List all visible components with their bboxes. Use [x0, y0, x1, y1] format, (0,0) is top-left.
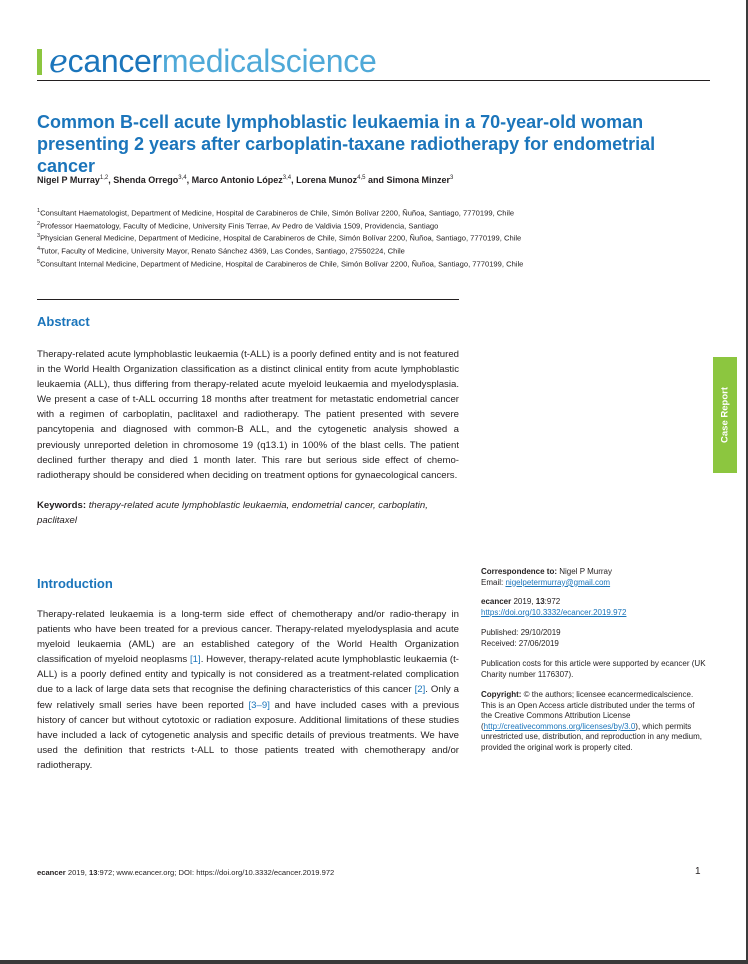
copyright-notice	[481, 690, 706, 754]
publication-costs: Publication costs for this article were supported by ecancer (UK Charity number 1176307).	[481, 659, 706, 679]
intro-text-segment: . Only a few relatively small series have been reported	[37, 684, 459, 711]
affiliation-num: 4	[37, 246, 41, 253]
affiliation-num: 1	[37, 208, 41, 214]
introduction-text	[37, 607, 459, 773]
logo-accent-bar	[37, 49, 42, 75]
license-link[interactable]: http://creativecommons.org/licenses/by/3.0	[483, 721, 636, 731]
cite-journal: ecancer	[481, 597, 512, 606]
copyright-label: Copyright:	[481, 690, 522, 699]
email-link[interactable]: nigelpetermurray@gmail.com	[505, 577, 611, 587]
logo-medicalscience: medicalscience	[161, 43, 377, 79]
received-date: Received: 27/06/2019	[481, 638, 559, 648]
footer-volume: 13	[88, 868, 98, 877]
affiliation-num: 2	[37, 220, 41, 227]
header-rule	[37, 80, 710, 81]
correspondence-label: Correspondence to:	[481, 567, 558, 576]
author-name: Marco Antonio López	[191, 175, 283, 185]
page-footer	[37, 868, 334, 877]
abstract-heading: Abstract	[37, 314, 90, 329]
dates	[481, 628, 706, 649]
affiliation-text: Professor Haematology, Faculty of Medicine, University Finis Terrae, Av Pedro de Valdivia 1509, Providencia, Santiago	[40, 221, 439, 231]
introduction-heading: Introduction	[37, 576, 113, 591]
journal-logo	[37, 44, 376, 78]
footer-citation: :972; www.ecancer.org; DOI: https://doi.org/10.3332/ecancer.2019.972	[97, 868, 335, 877]
author-affil-sup: 3	[450, 175, 454, 181]
keywords	[37, 498, 459, 528]
affiliation	[37, 206, 717, 219]
citation-link[interactable]: [1]	[190, 654, 201, 666]
author-name: Simona Minzer	[386, 175, 450, 185]
copyright-text: © the authors; licensee ecancermedicalscience. This is an Open Access article distributed under the terms of the Creative Commons Attribution License (	[481, 690, 695, 731]
affiliation	[37, 219, 717, 232]
correspondence-name: Nigel P Murray	[559, 567, 613, 576]
author-affil-sup: 1,2	[99, 175, 109, 181]
footer-journal: ecancer	[37, 868, 66, 877]
keywords-label: Keywords:	[37, 500, 87, 511]
cite-volume: 13	[535, 597, 545, 606]
affiliation-text: Consultant Haematologist, Department of Medicine, Hospital de Carabineros de Chile, Simón Bolívar 2200, Ñuñoa, Santiago, 7770199, Chile	[40, 208, 515, 218]
affiliation-list	[37, 206, 717, 270]
abstract-text: Therapy-related acute lymphoblastic leukaemia (t-ALL) is a poorly defined entity and is not featured in the World Health Organization classification as a distinct clinical entity from acute lymphoblastic leukaemia (ALL), thus differing from therapy-related acute myeloid leukaemia and myelodysplasia. We present a case of t-ALL occurring 18 months after treatment for metastatic endometrial cancer with a regimen of carboplatin, paclitaxel and radiotherapy. The patient presented with severe pancytopenia and diagnosed with common-B ALL, and the cytogenetic analysis showed a previously unreported deletion in chromosome 19 (q13.1) in 100% of the blast cells. The patient declined further therapy and died 1 month later. This rare but serious side effect of chemo-radiotherapy should be considered when deciding on treatment options for gynaecological cancers.	[37, 349, 459, 481]
affiliation-num: 5	[37, 258, 41, 265]
author-affil-sup: 3,4	[178, 175, 187, 181]
cite-article: :972	[544, 597, 561, 606]
author-affil-sup: 3,4	[282, 175, 292, 181]
author-name: Shenda Orrego	[113, 175, 179, 185]
author-affil-sup: 4,5	[357, 175, 366, 181]
citation-info	[481, 597, 706, 618]
correspondence	[481, 567, 706, 588]
case-report-label: Case Report	[719, 387, 731, 443]
author-list: Nigel P Murray$^{1,2}$, Shenda Orrego$^{3,4}$, Marco Antonio López$^{3,4}$, Lorena Munoz$^{4,5}$ and Simona Minzer$^3$	[37, 175, 454, 185]
affiliation-text: Tutor, Faculty of Medicine, University Mayor, Renato Sánchez 4369, Las Condes, Santiago, 27550224, Chile	[40, 246, 405, 256]
page-number: 1	[695, 866, 701, 877]
case-report-tab	[713, 357, 737, 473]
affiliation	[37, 257, 717, 270]
page-edge-bottom	[0, 960, 748, 964]
author-name: Nigel P Murray	[37, 175, 100, 185]
affiliation-text: Physician General Medicine, Department of Medicine, Hospital de Carabineros de Chile, Simón Bolívar 2200, Ñuñoa, Santiago, 7770199, Chile	[40, 234, 522, 243]
logo-cancer: cancer	[67, 43, 162, 79]
citation-link[interactable]: [3–9]	[248, 699, 270, 711]
affiliation	[37, 231, 717, 244]
citation-link[interactable]: [2]	[414, 684, 426, 696]
author-name: Lorena Munoz	[296, 175, 358, 185]
affiliation-num: 3	[37, 233, 41, 240]
affiliation-text: Consultant Internal Medicine, Department of Medicine, Hospital de Carabineros de Chile, Simón Bolívar 2200, Ñuñoa, Santiago, 7770199, Chile	[40, 259, 524, 269]
published-date: Published: 29/10/2019	[481, 628, 561, 637]
doi-link[interactable]: https://doi.org/10.3332/ecancer.2019.972	[481, 607, 627, 617]
footer-year: 2019,	[67, 868, 87, 877]
section-rule	[37, 299, 459, 300]
affiliation	[37, 244, 717, 257]
keywords-text: therapy-related acute lymphoblastic leukaemia, endometrial cancer, carboplatin, paclitaxel	[37, 500, 428, 526]
copyright-text: ), which permits unrestricted use, distribution, and reproduction in any medium, provided the original work is properly cited.	[481, 721, 703, 752]
intro-text-segment: and have included cases with a previous history of cancer but without cytotoxic or radiation exposure. Additional limitations of these studies have included a lack of cytogenetic analysis and specific details of previous treatments. We have used the definition that restricts t-ALL to those patients treated with chemotherapy and/or radiotherapy.	[37, 699, 459, 771]
intro-text-segment: Therapy-related leukaemia is a long-term side effect of chemotherapy and/or radio-therapy in patients who have been treated for a previous cancer. Therapy-related myelodysplasia and acute myeloid leukaemia (AML) are an established category of the World Health Organization classification of myeloid neoplasms	[37, 609, 459, 666]
article-title: Common B-cell acute lymphoblastic leukaemia in a 70-year-old woman presenting 2 years after carboplatin-taxane radiotherapy for endometrial cancer	[37, 112, 656, 176]
logo-e: e	[49, 42, 68, 80]
cite-year: 2019,	[513, 597, 534, 606]
intro-text-segment: . However, therapy-related acute lymphoblastic leukaemia (t-ALL) is a poorly defined entity and typically is not considered as a treatment-related complication due to a lack of large data sets that recognise the defining characteristics of this cancer	[37, 654, 459, 696]
email-label: Email:	[481, 577, 504, 587]
